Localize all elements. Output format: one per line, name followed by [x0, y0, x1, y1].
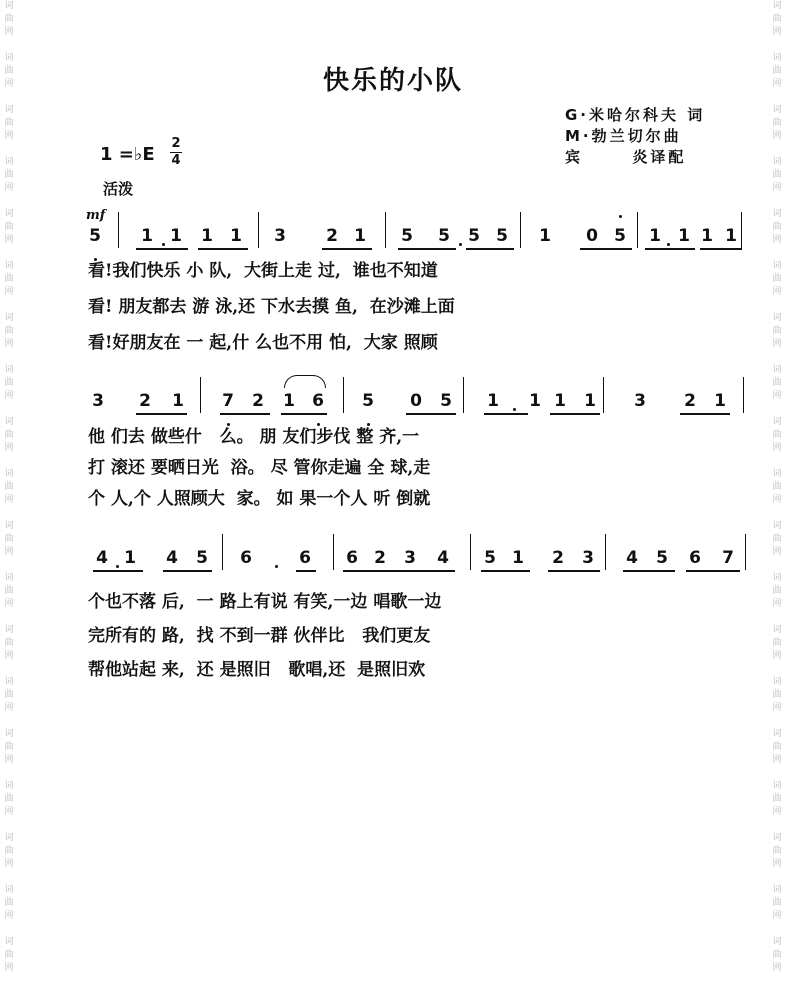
beam-underline — [645, 248, 695, 250]
note: 5 — [438, 226, 450, 246]
note: 7 — [722, 548, 734, 568]
lyric-line: 打 滚还 要晒日光 浴。 尽 管你走遍 全 球,走 — [88, 458, 431, 478]
duration-dot — [459, 243, 462, 246]
beam-underline — [93, 570, 143, 572]
bar-line — [741, 212, 742, 248]
note: 1 — [283, 391, 295, 411]
beam-underline — [481, 570, 530, 572]
note: 5 — [656, 548, 668, 568]
lyric-line: 个也不落 后, 一 路上有说 有笑,一边 唱歌一边 — [88, 592, 442, 612]
note: 1 — [554, 391, 566, 411]
note: 3 — [274, 226, 286, 246]
beam-underline — [550, 413, 600, 415]
note: 5 — [468, 226, 480, 246]
note: 6 — [240, 548, 252, 568]
note: 1 — [201, 226, 213, 246]
bar-line — [603, 377, 604, 413]
bar-line — [743, 377, 744, 413]
time-top: 2 — [171, 136, 181, 151]
beam-underline — [398, 248, 456, 250]
bar-line — [520, 212, 521, 248]
beam-underline — [580, 248, 632, 250]
lyricist-credit: G·米哈尔科夫 词 — [565, 106, 706, 124]
note: 6 — [299, 548, 311, 568]
bar-line — [385, 212, 386, 248]
key-signature: 1 =♭E — [100, 144, 155, 165]
bar-line — [463, 377, 464, 413]
note: 1 — [649, 226, 661, 246]
note: 4 — [96, 548, 108, 568]
beam-underline — [700, 248, 742, 250]
note: 0 — [586, 226, 598, 246]
note: 1 — [230, 226, 242, 246]
note: 1 — [701, 226, 713, 246]
lyric-line: 他 们去 做些什 么。 朋 友们步伐 整 齐,一 — [88, 427, 420, 447]
note: 5 — [614, 226, 626, 246]
note: 2 — [326, 226, 338, 246]
note: 5 — [362, 391, 374, 411]
note: 3 — [582, 548, 594, 568]
bar-line — [258, 212, 259, 248]
duration-dot — [275, 565, 278, 568]
slur — [284, 375, 326, 388]
note: 1 — [487, 391, 499, 411]
note: 1 — [170, 226, 182, 246]
beam-underline — [136, 248, 188, 250]
lyric-line: 看!好朋友在 一 起,什 么也不用 怕, 大家 照顾 — [88, 333, 438, 353]
note: 4 — [626, 548, 638, 568]
note: 1 — [539, 226, 551, 246]
composer-credit: M·勃兰切尔曲 — [565, 127, 682, 145]
note: 1 — [678, 226, 690, 246]
note: 7 — [222, 391, 234, 411]
note: 1 — [529, 391, 541, 411]
octave-dot-high — [619, 215, 622, 218]
beam-underline — [198, 248, 248, 250]
beam-underline — [686, 570, 740, 572]
duration-dot — [162, 243, 165, 246]
dynamic-marking: mf — [86, 208, 106, 223]
note: 5 — [484, 548, 496, 568]
note: 2 — [139, 391, 151, 411]
watermark-left: 词 曲 网 词 曲 网 词 曲 网 词 曲 网 词 曲 网 词 曲 网 词 曲 网 词 曲 网 词 曲 网 词 曲 网 词 曲 网 词 曲 网 词 曲 网 词 曲 网 词 曲 网 词 曲 网 词 曲 网 词 曲 网 词 曲 网 — [4, 1, 14, 973]
note: 5 — [401, 226, 413, 246]
lyric-line: 看! 朋友都去 游 泳,还 下水去摸 鱼, 在沙滩上面 — [88, 297, 455, 317]
note: 1 — [354, 226, 366, 246]
time-bottom: 4 — [171, 153, 181, 168]
lyric-line: 帮他站起 来, 还 是照旧 歌唱,还 是照旧欢 — [88, 660, 426, 680]
beam-underline — [343, 570, 455, 572]
beam-underline — [548, 570, 600, 572]
note: 6 — [689, 548, 701, 568]
beam-underline — [680, 413, 730, 415]
beam-underline — [466, 248, 514, 250]
lyric-line: 个 人,个 人照顾大 家。 如 果一个人 听 倒就 — [88, 489, 431, 509]
note: 5 — [89, 226, 101, 246]
beam-underline — [136, 413, 187, 415]
beam-underline — [296, 570, 316, 572]
note: 5 — [496, 226, 508, 246]
bar-line — [637, 212, 638, 248]
note: 2 — [684, 391, 696, 411]
note: 6 — [346, 548, 358, 568]
note: 1 — [141, 226, 153, 246]
note: 6 — [312, 391, 324, 411]
note: 3 — [404, 548, 416, 568]
beam-underline — [220, 413, 270, 415]
bar-line — [343, 377, 344, 413]
duration-dot — [513, 408, 516, 411]
note: 5 — [440, 391, 452, 411]
bar-line — [605, 534, 606, 570]
song-title: 快乐的小队 — [322, 66, 463, 96]
bar-line — [118, 212, 119, 248]
note: 2 — [252, 391, 264, 411]
beam-underline — [623, 570, 675, 572]
duration-dot — [667, 243, 670, 246]
tempo-marking: 活泼 — [103, 180, 134, 198]
note: 3 — [92, 391, 104, 411]
beam-underline — [163, 570, 212, 572]
note: 1 — [124, 548, 136, 568]
note: 5 — [196, 548, 208, 568]
note: 2 — [374, 548, 386, 568]
note: 1 — [512, 548, 524, 568]
lyric-line: 完所有的 路, 找 不到一群 伙伴比 我们更友 — [88, 626, 431, 646]
beam-underline — [484, 413, 528, 415]
translator-credit: 宾 炎译配 — [565, 148, 687, 166]
note: 1 — [725, 226, 737, 246]
note: 0 — [410, 391, 422, 411]
beam-underline — [322, 248, 372, 250]
note: 3 — [634, 391, 646, 411]
bar-line — [745, 534, 746, 570]
bar-line — [222, 534, 223, 570]
note: 4 — [166, 548, 178, 568]
watermark-right: 词 曲 网 词 曲 网 词 曲 网 词 曲 网 词 曲 网 词 曲 网 词 曲 网 词 曲 网 词 曲 网 词 曲 网 词 曲 网 词 曲 网 词 曲 网 词 曲 网 词 曲 网 词 曲 网 词 曲 网 词 曲 网 词 曲 网 — [772, 1, 782, 973]
note: 4 — [437, 548, 449, 568]
note: 1 — [714, 391, 726, 411]
lyric-line: 看!我们快乐 小 队, 大街上走 过, 谁也不知道 — [88, 261, 438, 281]
note: 2 — [552, 548, 564, 568]
note: 1 — [584, 391, 596, 411]
bar-line — [470, 534, 471, 570]
note: 1 — [172, 391, 184, 411]
bar-line — [200, 377, 201, 413]
beam-underline — [281, 413, 327, 415]
duration-dot — [116, 565, 119, 568]
bar-line — [333, 534, 334, 570]
beam-underline — [406, 413, 456, 415]
